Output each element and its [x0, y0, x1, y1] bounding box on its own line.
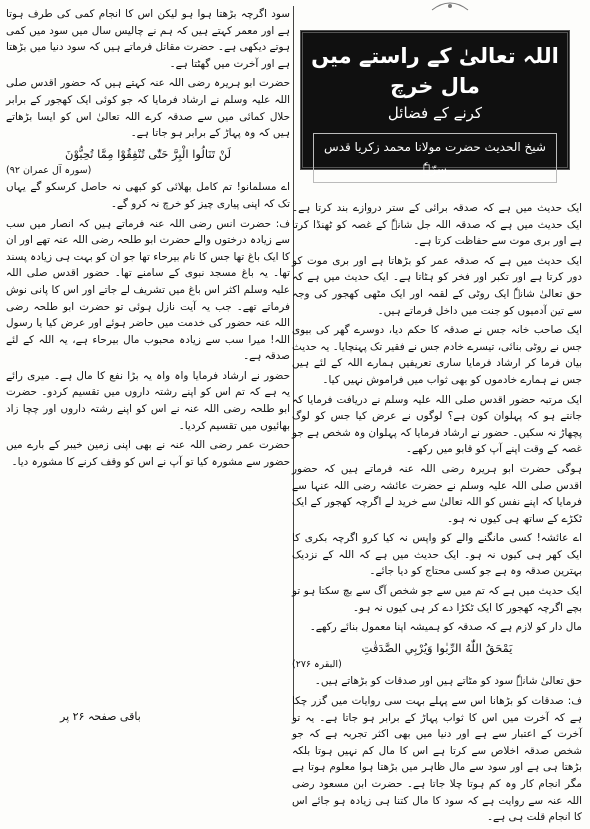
- paragraph: ہوگی حضرت ابو ہریرہ رضی اللہ عنہ فرماتے ہیں کہ حضور اقدس صلی اللہ علیہ وسلم نے حضرت عائشہ رضی اللہ عنہا سے فرمایا کہ اپنے نفس کو اللہ تعالیٰ سے خرید لے اگرچہ کھجور کے ایک ٹکڑے کے ساتھ ہی کیوں نہ ہو۔: [292, 462, 582, 525]
- quran-verse: لَنْ تَنَالُوا الْبِرَّ حَتّٰى تُنْفِقُوْا مِمَّا تُحِبُّوْنَ: [65, 146, 231, 161]
- paragraph: سود اگرچہ بڑھتا ہوا ہو لیکن اس کا انجام کمی کی طرف ہوتا ہے اور معمر کہتے ہیں کہ ہم نے چالیس سال میں سود میں کمی ہوتے دیکھی ہے۔ حضرت مقاتل فرماتے ہیں کہ سود دنیا میں بڑھتا ہے اور آخرت میں گھٹتا ہے۔: [6, 8, 290, 70]
- left-column: [6, 6, 290, 473]
- paragraph: ف: صدقات کو بڑھانا اس سے پہلے بہت سی روایات میں گزر چکا ہے کہ آخرت میں اس کا ثواب پہاڑ کے برابر ہو جاتا ہے۔ یہ تو آخرت کے اعتبار سے ہے اور دنیا میں بھی اکثر تجربہ ہے کہ جو شخص صدقہ اخلاص سے کرتا ہے اس کا مال کم نہیں ہوتا بلکہ بڑھتا ہی ہے اور سود سے مال ظاہر میں بڑھتا ہوا معلوم ہوتا ہے مگر انجام کار وہ کم ہوتا چلا جاتا ہے۔ حضرت ابن مسعود رضی اللہ عنہ سے روایت ہے کہ سود کا مال کتنا ہی زیادہ ہو جائے اس کا انجام قلت ہی ہے۔: [292, 695, 582, 824]
- paragraph: حضرت عمر رضی اللہ عنہ نے بھی اپنی زمین خیبر کے بارے میں حضور سے مشورہ کیا تو آپ نے اس کو وقف کرنے کا مشورہ دیا۔: [6, 439, 290, 468]
- verse-reference: (سورہ آل عمران ۹۲): [6, 164, 92, 176]
- paragraph: ف: حضرت انس رضی اللہ عنہ فرماتے ہیں کہ انصار میں سب سے زیادہ درختوں والے حضرت ابو طلحہ رضی اللہ عنہ تھے اور ان کا ایک باغ تھا جس کا نام بیرحاء تھا جو ان کو بہت ہی زیادہ پسند تھا۔ یہ باغ مسجد نبوی کے سامنے تھا۔ حضور اقدس صلی اللہ علیہ وسلم اکثر اس باغ میں تشریف لے جاتے اور اس کا پانی نوش فرماتے تھے۔ جب یہ آیت نازل ہوئی تو حضرت ابو طلحہ رضی اللہ عنہ حضور کی خدمت میں حاضر ہوئے اور عرض کیا یا رسول اللہ! میرا سب سے زیادہ محبوب مال بیرحاء ہے، یہ اللہ کے لئے صدقہ ہے۔: [6, 217, 290, 363]
- paragraph: ایک حدیث میں ہے کہ صدقہ برائی کے ستر دروازے بند کرتا ہے۔ ایک حدیث میں ہے کہ صدقہ اللہ جل شانہٗ کے غصہ کو ٹھنڈا کرتا ہے اور بری موت سے حفاظت کرتا ہے۔: [292, 202, 582, 248]
- author-name: شیخ الحدیث حضرت مولانا محمد زکریا قدس سرّہٗ: [313, 133, 557, 183]
- verse-reference: (البقرہ ۲۷۶): [292, 658, 342, 670]
- title-line2: کرنے کے فضائل: [387, 104, 483, 122]
- paragraph: ایک حدیث میں ہے کہ صدقہ عمر کو بڑھاتا ہے اور بری موت کو دور کرتا ہے اور تکبر اور فخر کو ہٹاتا ہے۔ ایک حدیث میں ہے کہ حق تعالیٰ شانہٗ ایک روٹی کے لقمہ اور ایک مٹھی کھجور کی وجہ سے تین آدمیوں کو جنت میں داخل فرماتے ہیں۔: [292, 254, 582, 317]
- paragraph: ایک مرتبہ حضور اقدس صلی اللہ علیہ وسلم نے دریافت فرمایا کہ جانتے ہو کہ پہلوان کون ہے؟ لوگوں نے عرض کیا جس کو لوگ پچھاڑ نہ سکیں۔ حضور نے ارشاد فرمایا کہ پہلوان وہ شخص ہے جو غصہ کے وقت اپنے آپ کو قابو میں رکھے۔: [291, 393, 582, 456]
- continued-note: باقی صفحہ ۲۶ پر: [60, 710, 141, 723]
- paragraph: اے عائشہ! کسی مانگنے والے کو واپس نہ کیا کرو اگرچہ بکری کا ایک کھر ہی کیوں نہ ہو۔ ایک حدیث میں ہے کہ اللہ کے نزدیک بہترین صدقہ وہ ہے جو کسی محتاج کو دیا جائے۔: [292, 532, 582, 578]
- paragraph: حضرت ابو ہریرہ رضی اللہ عنہ کہتے ہیں کہ حضور اقدس صلی اللہ علیہ وسلم نے ارشاد فرمایا کہ جو کوئی ایک کھجور کے برابر حلال کمائی میں سے صدقہ کرے اللہ تعالیٰ اس کو ایسا بڑھاتے ہیں کہ وہ پہاڑ کے برابر ہو جاتا ہے۔: [6, 77, 290, 140]
- quran-verse: يَمْحَقُ اللّٰهُ الرِّبٰوا وَيُرْبِي الصَّدَقٰتِ: [361, 640, 513, 655]
- paragraph: حضور نے ارشاد فرمایا واہ واہ یہ بڑا نفع کا مال ہے۔ میری رائے یہ ہے کہ تم اس کو اپنے رشتہ داروں میں تقسیم کردو۔ حضرت ابو طلحہ رضی اللہ عنہ نے اس کو اپنے رشتہ داروں اور چچا زاد بھائیوں میں تقسیم کردیا۔: [6, 369, 290, 432]
- paragraph: ایک حدیث میں ہے کہ تم میں سے جو شخص آگ سے بچ سکتا ہو تو بچے اگرچہ کھجور کا ایک ٹکڑا دے کر ہی کیوں نہ ہو۔: [292, 585, 582, 614]
- ornament-icon: [430, 0, 470, 12]
- right-column: [292, 200, 582, 829]
- article-title-box: [300, 30, 570, 176]
- paragraph: مال دار کو لازم ہے کہ صدقہ کو ہمیشہ اپنا معمول بنائے رکھے۔: [309, 621, 582, 634]
- paragraph: ایک صاحب خانہ جس نے صدقہ کا حکم دیا، دوسرے گھر کی بیوی جس نے روٹی بنائی، تیسرے خادم جس نے فقیر تک پہنچایا۔ یہ حدیث بیان فرما کر ارشاد فرمایا ساری تعریفیں ہمارے اللہ کے لئے ہیں جس نے ہمارے خادموں کو بھی ثواب میں فراموش نہیں کیا۔: [292, 324, 582, 386]
- title-line1: اللہ تعالیٰ کے راستے میں مال خرچ: [311, 44, 559, 98]
- paragraph: حق تعالیٰ شانہٗ سود کو مٹاتے ہیں اور صدقات کو بڑھاتے ہیں۔: [314, 675, 582, 688]
- paragraph: اے مسلمانو! تم کامل بھلائی کو کبھی نہ حاصل کرسکو گے یہاں تک کہ اپنی پیاری چیز کو خرچ نہ کرو گے۔: [6, 181, 290, 210]
